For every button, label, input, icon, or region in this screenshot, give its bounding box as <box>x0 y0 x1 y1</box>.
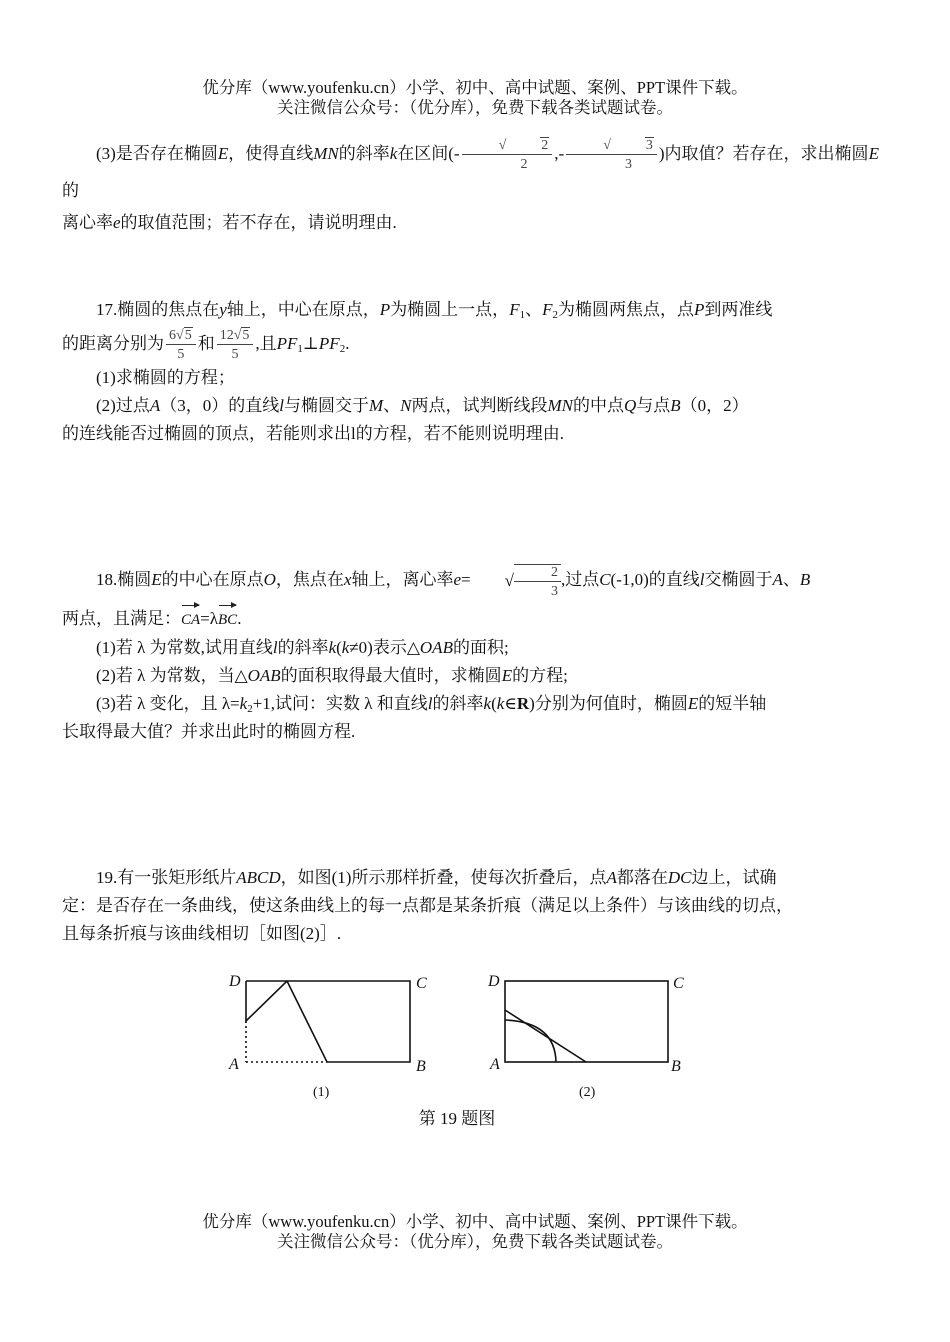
q17-line1: 17.椭圆的焦点在y轴上，中心在原点，P为椭圆上一点，$F_1$、$F_2$为椭圆两焦点，点P到两准线 <box>96 300 773 321</box>
header-line-1: 优分库（www.youfenku.cn）小学、初中、高中试题、案例、PPT课件下载。 <box>202 78 748 97</box>
fig2-label-b: B <box>671 1058 681 1075</box>
footer-line-1: 优分库（www.youfenku.cn）小学、初中、高中试题、案例、PPT课件下载。 <box>202 1212 748 1231</box>
fig1-folded-paper-outline <box>246 981 410 1062</box>
q18-line2: 两点，且满足：CA=λBC. <box>62 600 890 634</box>
figure-title: 第 19 题图 <box>418 1109 496 1128</box>
q18-part2: (2)若 λ 为常数，当△OAB的面积取得最大值时，求椭圆E的方程; <box>96 665 568 685</box>
fig1-caption: (1) <box>313 1085 330 1100</box>
q18-part3: (3)若 λ 变化，且 $\lambda=k_2+1$,试问：实数 λ 和直线l的斜率k(k∈R)分别为何值时，椭圆E的短半轴 <box>96 693 767 715</box>
fraction-sqrt2-over-2: $\frac{√ 2}{2}$ <box>462 138 553 173</box>
sqrt-two-thirds: √ $\frac{2}{3}$ <box>471 563 561 600</box>
fig1-label-c: C <box>416 975 427 992</box>
fraction-12sqrt5-over-5: $\frac{12√5}{5}$ <box>217 328 254 363</box>
q19-line2: 定：是否存在一条曲线，使这条曲线上的每一点都是某条折痕（满足以上条件）与该曲线的切点， <box>62 896 793 915</box>
q19-line3: 且每条折痕与该曲线相切［如图(2)］. <box>62 924 342 943</box>
q16-p3-line1: (3)是否存在椭圆E，使得直线MN的斜率k在区间(- $\frac{√ 2}{2}$ ,- $\frac{√ 3}{3}$ )内取值？若存在，求出椭圆E的 <box>62 137 879 200</box>
q18-part3-line2: 长取得最大值？并求出此时的椭圆方程. <box>62 721 356 741</box>
fig2-label-a: A <box>490 1056 500 1073</box>
q18-line1: 18.椭圆E的中心在原点O，焦点在x轴上，离心率e= √ $\frac{2}{3}$ ,过点C(-1,0)的直线l交椭圆于A、B <box>62 562 890 600</box>
page-footer <box>0 1212 950 1252</box>
vector-ca: CA <box>181 600 200 634</box>
q16-p3-line2: 离心率e的取值范围；若不存在，请说明理由. <box>62 212 397 232</box>
header-line-2: 关注微信公众号：（优分库），免费下载各类试题试卷。 <box>277 98 673 117</box>
q18-part1: (1)若 λ 为常数,试用直线l的斜率k(k≠0)表示△OAB的面积; <box>96 637 509 657</box>
q17-part2: (2)过点A（3，0）的直线l与椭圆交于M、N两点，试判断线段MN的中点Q与点B（0，2） <box>96 396 749 415</box>
q17-line2: 的距离分别为 $\frac{6√5}{5}$ 和 $\frac{12√5}{5}$ ,且$PF_1\perp PF_2$. <box>62 327 350 362</box>
fraction-6sqrt5-over-5: $\frac{6√5}{5}$ <box>166 328 196 363</box>
fig2-rectangle <box>505 981 668 1062</box>
fig2-caption: (2) <box>579 1085 596 1100</box>
fig1-label-d: D <box>229 973 241 990</box>
q17-part1: (1)求椭圆的方程； <box>96 368 235 387</box>
fig2-crease-line <box>505 1010 586 1062</box>
vector-bc: BC <box>218 600 237 634</box>
q17-part2-line2: 的连线能否过椭圆的顶点，若能则求出l的方程，若不能则说明理由. <box>62 424 564 443</box>
fraction-sqrt3-over-3: $\frac{√ 3}{3}$ <box>566 138 657 173</box>
fig2-label-d: D <box>488 973 500 990</box>
fig1-label-a: A <box>229 1056 239 1073</box>
fig1-label-b: B <box>416 1058 426 1075</box>
q19-line1: 19.有一张矩形纸片ABCD，如图(1)所示那样折叠，使每次折叠后，点A都落在DC边上，试确 <box>96 868 777 887</box>
fig2-label-c: C <box>673 975 684 992</box>
footer-line-2: 关注微信公众号：（优分库），免费下载各类试题试卷。 <box>277 1232 673 1251</box>
